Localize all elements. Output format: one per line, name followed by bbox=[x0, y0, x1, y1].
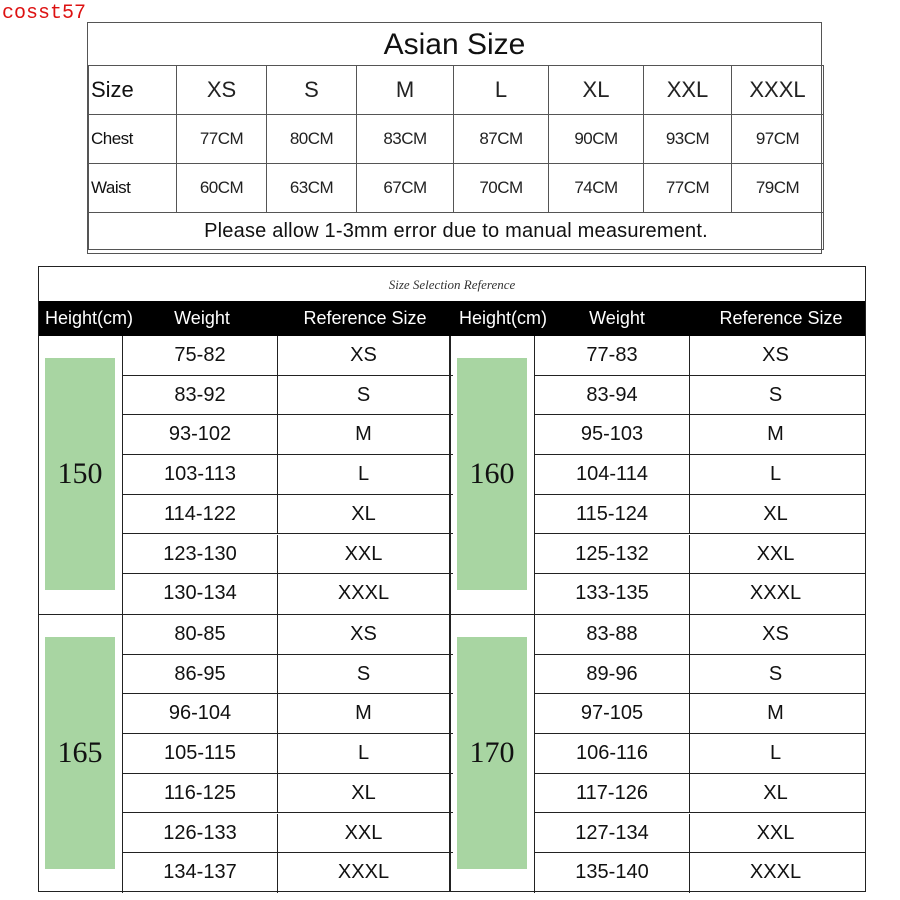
weight-cell: 135-140 bbox=[535, 853, 690, 893]
size-row-label: Size bbox=[89, 66, 177, 115]
waist-row-label: Waist bbox=[89, 164, 177, 213]
height-cell bbox=[39, 615, 123, 893]
reference-size-cell: XXXL bbox=[749, 582, 802, 605]
note-row bbox=[89, 213, 824, 250]
table-row bbox=[123, 535, 453, 575]
weight-cell: 105-115 bbox=[123, 734, 278, 773]
reference-size-cell: M bbox=[767, 423, 784, 446]
weight-cell: 95-103 bbox=[535, 415, 690, 454]
table-row bbox=[535, 774, 865, 814]
header-refsize-right: Reference Size bbox=[719, 308, 843, 328]
reference-size-cell: L bbox=[769, 742, 782, 765]
watermark: cosst57 bbox=[2, 2, 87, 25]
weight-cell: 127-134 bbox=[535, 814, 690, 853]
reference-size-cell: S bbox=[356, 383, 371, 406]
chest-cell: 87CM bbox=[454, 115, 549, 164]
weight-cell: 89-96 bbox=[535, 655, 690, 694]
reference-size-cell: S bbox=[768, 383, 783, 406]
weight-cell: 115-124 bbox=[535, 495, 690, 534]
chest-cell: 90CM bbox=[549, 115, 644, 164]
reference-size-cell: XS bbox=[350, 344, 377, 366]
table-row bbox=[123, 774, 453, 814]
reference-size-cell: XS bbox=[762, 344, 789, 366]
height-cell bbox=[451, 615, 535, 893]
weight-cell: 134-137 bbox=[123, 853, 278, 893]
weight-cell: 126-133 bbox=[123, 814, 278, 853]
reference-size-cell: XL bbox=[763, 502, 788, 525]
table-row bbox=[123, 574, 453, 614]
chest-cell: 97CM bbox=[732, 115, 824, 164]
header-height-right: Height(cm) bbox=[458, 308, 547, 328]
waist-cell: 60CM bbox=[177, 164, 267, 213]
table-row bbox=[123, 415, 453, 455]
asian-size-title: Asian Size bbox=[383, 28, 526, 61]
header-height-left: Height(cm) bbox=[44, 308, 133, 328]
table-row bbox=[535, 615, 865, 655]
height-cell bbox=[39, 336, 123, 614]
table-row bbox=[123, 336, 453, 376]
weight-cell: 104-114 bbox=[535, 455, 690, 494]
size-cell: L bbox=[454, 66, 549, 115]
waist-cell: 67CM bbox=[357, 164, 454, 213]
chest-cell: 83CM bbox=[357, 115, 454, 164]
height-value: 165 bbox=[45, 637, 115, 869]
reference-size-cell: M bbox=[355, 423, 372, 446]
weight-cell: 75-82 bbox=[123, 336, 278, 375]
table-row bbox=[535, 415, 865, 455]
size-cell: XS bbox=[177, 66, 267, 115]
size-cell: XXL bbox=[644, 66, 732, 115]
weight-cell: 106-116 bbox=[535, 734, 690, 773]
weight-cell: 125-132 bbox=[535, 535, 690, 574]
table-row bbox=[535, 535, 865, 575]
reference-size-cell: L bbox=[769, 463, 782, 486]
table-row bbox=[535, 853, 865, 893]
table-row bbox=[123, 376, 453, 416]
reference-size-cell: XXXL bbox=[337, 861, 390, 884]
size-reference-table bbox=[38, 266, 866, 892]
table-row bbox=[535, 376, 865, 416]
weight-cell: 96-104 bbox=[123, 694, 278, 733]
reference-size-cell: XL bbox=[763, 781, 788, 804]
table-row bbox=[535, 455, 865, 495]
height-value: 160 bbox=[457, 358, 527, 590]
height-value: 170 bbox=[457, 637, 527, 869]
weight-cell: 103-113 bbox=[123, 455, 278, 494]
chest-row bbox=[89, 115, 824, 164]
table-row bbox=[123, 734, 453, 774]
weight-cell: 77-83 bbox=[535, 336, 690, 375]
weight-cell: 114-122 bbox=[123, 495, 278, 534]
chest-row-label: Chest bbox=[89, 115, 177, 164]
size-cell: S bbox=[267, 66, 357, 115]
chest-cell: 80CM bbox=[267, 115, 357, 164]
weight-cell: 116-125 bbox=[123, 774, 278, 813]
reference-size-cell: L bbox=[357, 463, 370, 486]
size-row bbox=[89, 66, 824, 115]
waist-cell: 79CM bbox=[732, 164, 824, 213]
waist-cell: 70CM bbox=[454, 164, 549, 213]
reference-size-cell: XS bbox=[762, 623, 789, 645]
reference-size-cell: S bbox=[356, 662, 371, 685]
weight-cell: 93-102 bbox=[123, 415, 278, 454]
asian-size-grid bbox=[88, 65, 824, 250]
size-cell: XXXL bbox=[732, 66, 824, 115]
reference-size-cell: XXL bbox=[756, 821, 795, 844]
weight-cell: 80-85 bbox=[123, 615, 278, 654]
waist-cell: 77CM bbox=[644, 164, 732, 213]
header-refsize-left: Reference Size bbox=[303, 308, 427, 328]
table-row bbox=[535, 814, 865, 854]
chest-cell: 93CM bbox=[644, 115, 732, 164]
reference-size-cell: XXXL bbox=[749, 861, 802, 884]
reference-header bbox=[39, 301, 865, 336]
reference-size-cell: XXL bbox=[344, 821, 383, 844]
waist-cell: 74CM bbox=[549, 164, 644, 213]
weight-cell: 133-135 bbox=[535, 574, 690, 614]
reference-size-cell: XL bbox=[351, 781, 376, 804]
table-row bbox=[123, 853, 453, 893]
reference-size-cell: M bbox=[767, 702, 784, 725]
height-cell bbox=[451, 336, 535, 614]
chest-cell: 77CM bbox=[177, 115, 267, 164]
waist-row bbox=[89, 164, 824, 213]
weight-cell: 130-134 bbox=[123, 574, 278, 614]
table-row bbox=[123, 814, 453, 854]
header-weight-right: Weight bbox=[589, 308, 645, 328]
reference-size-cell: L bbox=[357, 742, 370, 765]
header-weight-left: Weight bbox=[174, 308, 230, 328]
weight-cell: 83-92 bbox=[123, 376, 278, 415]
reference-size-cell: XXL bbox=[756, 542, 795, 565]
asian-size-table bbox=[87, 22, 822, 254]
size-cell: XL bbox=[549, 66, 644, 115]
reference-caption: Size Selection Reference bbox=[388, 277, 516, 292]
table-row bbox=[123, 615, 453, 655]
table-row bbox=[535, 734, 865, 774]
table-row bbox=[535, 694, 865, 734]
table-row bbox=[123, 694, 453, 734]
table-row bbox=[535, 655, 865, 695]
reference-size-cell: XXL bbox=[344, 542, 383, 565]
height-block bbox=[39, 615, 453, 893]
height-value: 150 bbox=[45, 358, 115, 590]
weight-cell: 123-130 bbox=[123, 535, 278, 574]
height-block bbox=[451, 336, 865, 614]
reference-size-cell: XS bbox=[350, 623, 377, 645]
measurement-note: Please allow 1-3mm error due to manual measurement. bbox=[89, 213, 824, 250]
table-row bbox=[535, 336, 865, 376]
weight-cell: 86-95 bbox=[123, 655, 278, 694]
waist-cell: 63CM bbox=[267, 164, 357, 213]
reference-size-cell: M bbox=[355, 702, 372, 725]
weight-cell: 83-88 bbox=[535, 615, 690, 654]
weight-cell: 117-126 bbox=[535, 774, 690, 813]
table-row bbox=[123, 495, 453, 535]
table-row bbox=[123, 455, 453, 495]
reference-size-cell: XXXL bbox=[337, 582, 390, 605]
size-cell: M bbox=[357, 66, 454, 115]
reference-size-cell: S bbox=[768, 662, 783, 685]
table-row bbox=[535, 574, 865, 614]
weight-cell: 97-105 bbox=[535, 694, 690, 733]
table-row bbox=[535, 495, 865, 535]
table-row bbox=[123, 655, 453, 695]
height-block bbox=[451, 615, 865, 893]
reference-size-cell: XL bbox=[351, 502, 376, 525]
height-block bbox=[39, 336, 453, 614]
weight-cell: 83-94 bbox=[535, 376, 690, 415]
